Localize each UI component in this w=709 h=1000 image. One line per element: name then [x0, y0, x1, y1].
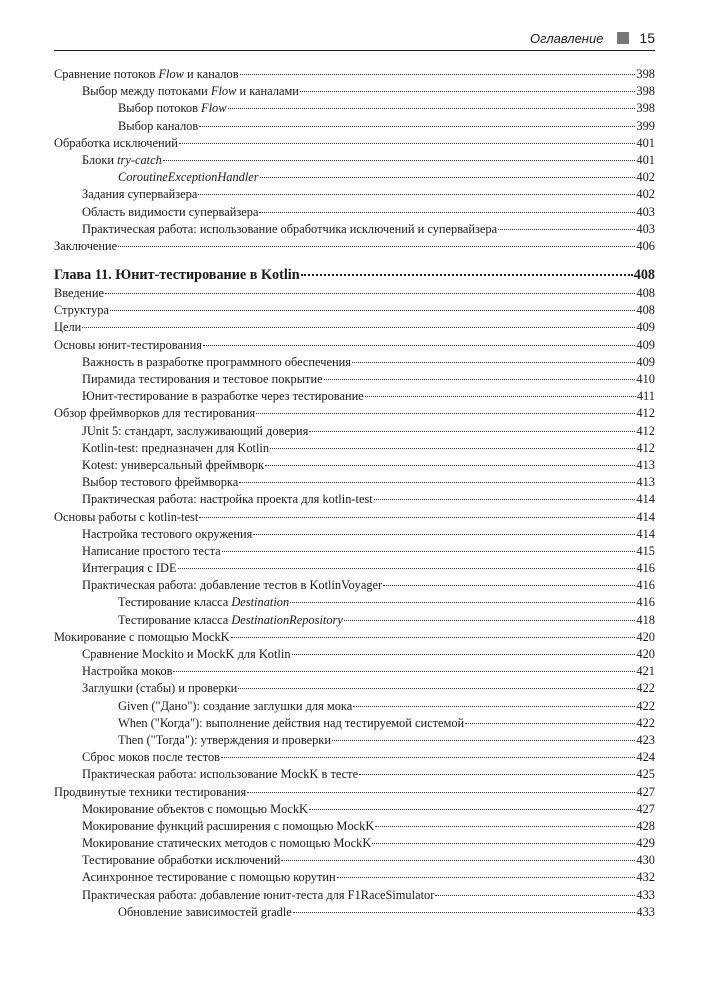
toc-page-number: 423: [636, 732, 655, 747]
toc-page-number: 410: [636, 372, 655, 386]
toc-entry-title: [82, 680, 237, 697]
toc-title-text: Kotlin-test: предназначен для Kotlin: [82, 440, 270, 455]
toc-entry-title: [82, 663, 172, 680]
toc-entry-title: [118, 118, 198, 135]
toc-title-text: Kotest: универсальный фреймворк: [82, 457, 264, 472]
toc-leader-dots: [221, 757, 635, 758]
toc-entry: [54, 646, 655, 663]
toc-leader-dots: [281, 860, 635, 861]
toc-title-text: Асинхронное тестирование с помощью корутин: [82, 870, 336, 885]
toc-page-number: 412: [636, 406, 655, 421]
toc-page-number: 416: [636, 595, 655, 610]
toc-entry-title: [54, 784, 246, 801]
toc-page-number: 402: [636, 170, 655, 185]
toc-page-number: 414: [636, 509, 655, 524]
toc-leader-dots: [374, 499, 636, 500]
toc-leader-dots: [199, 126, 635, 127]
toc-page-number: 427: [636, 784, 655, 799]
toc-entry-title: [82, 440, 269, 457]
toc-entry-title: [54, 66, 239, 83]
toc-entry-title: [82, 204, 258, 221]
toc-entry-title: [82, 152, 162, 169]
toc-entry: [54, 457, 655, 474]
toc-entry-title: [82, 852, 280, 869]
toc-entry: [54, 904, 655, 921]
toc-leader-dots: [260, 177, 636, 178]
toc-entry: [54, 577, 655, 594]
toc-entry: [54, 238, 655, 255]
toc-entry-title: [54, 302, 109, 319]
table-of-contents: [54, 66, 655, 921]
toc-entry-title: [118, 732, 331, 749]
toc-title-italic: Flow: [210, 84, 237, 99]
toc-title-text: Выбор каналов: [118, 118, 199, 133]
toc-entry-title: [118, 904, 292, 921]
toc-entry-title: [82, 354, 351, 371]
toc-entry: [54, 66, 655, 83]
toc-title-text: Написание простого теста: [82, 543, 221, 558]
toc-page-number: 418: [636, 612, 655, 627]
toc-page-number: 430: [636, 853, 655, 868]
toc-entry: [54, 337, 655, 354]
toc-title-text: Практическая работа: добавление тестов в KotlinVoyager: [82, 578, 383, 593]
toc-entry: [54, 663, 655, 680]
toc-entry-title: [82, 577, 382, 594]
toc-entry: [54, 423, 655, 440]
toc-entry-title: [82, 801, 308, 818]
toc-page-number: 406: [636, 238, 655, 253]
toc-leader-dots: [465, 723, 635, 724]
toc-leader-dots: [353, 706, 635, 707]
toc-entry-title: [118, 612, 343, 629]
toc-leader-dots: [82, 327, 635, 328]
toc-entry-title: [82, 474, 238, 491]
toc-title-text: Пирамида тестирования и тестовое покрытие: [82, 372, 323, 386]
toc-entry: [54, 474, 655, 491]
toc-entry: [54, 152, 655, 169]
toc-title-text: Сброс моков после тестов: [82, 750, 221, 765]
toc-entry: [54, 801, 655, 818]
toc-entry-title: [54, 509, 198, 526]
toc-entry: [54, 698, 655, 715]
toc-title-text: Выбор тестового фреймворка: [82, 475, 239, 490]
toc-entry-title: [82, 371, 323, 388]
toc-leader-dots: [222, 551, 636, 552]
toc-entry-title: [82, 388, 364, 405]
toc-title-text: Обработка исключений: [54, 135, 178, 150]
toc-title-text: Заключение: [54, 238, 118, 253]
toc-title-text: JUnit 5: стандарт, заслуживающий доверия: [82, 423, 309, 438]
toc-leader-dots: [256, 413, 635, 414]
toc-page-number: 401: [636, 152, 655, 167]
toc-entry: [54, 285, 655, 302]
toc-page-number: 432: [636, 870, 655, 885]
toc-entry-title: [118, 169, 259, 186]
toc-title-text: Тестирование обработки исключений: [82, 853, 281, 868]
toc-page-number: 398: [636, 67, 655, 81]
toc-entry-title: [54, 629, 230, 646]
toc-title-italic: Destination: [231, 595, 290, 610]
toc-entry: [54, 887, 655, 904]
toc-title-text: When ("Когда"): выполнение действия над тестируемой системой: [118, 715, 465, 730]
toc-entry: [54, 680, 655, 697]
toc-entry-title: [82, 749, 220, 766]
toc-title-text: Мокирование функций расширения с помощью MockK: [82, 818, 375, 833]
toc-page-number: 422: [636, 681, 655, 696]
toc-entry: [54, 509, 655, 526]
toc-title-text: Интеграция с IDE: [82, 561, 177, 576]
toc-entry: [54, 302, 655, 319]
toc-page-number: 399: [636, 118, 655, 133]
toc-page-number: 413: [636, 457, 655, 472]
toc-leader-dots: [372, 843, 635, 844]
toc-entry: [54, 732, 655, 749]
header-square-icon: [617, 32, 629, 44]
toc-entry-title: [82, 646, 291, 663]
toc-leader-dots: [309, 809, 635, 810]
toc-leader-dots: [270, 448, 635, 449]
toc-leader-dots: [301, 274, 633, 276]
toc-page-number: 409: [636, 337, 655, 352]
toc-leader-dots: [203, 345, 635, 346]
toc-entry-title: [82, 423, 308, 440]
toc-title-text: Настройка моков: [82, 664, 173, 679]
toc-title-text: Блоки: [82, 152, 118, 167]
toc-title-text: Мокирование с помощью MockK: [54, 629, 230, 644]
toc-title-text: Тестирование класса: [118, 612, 232, 627]
toc-leader-dots: [178, 568, 636, 569]
toc-leader-dots: [365, 396, 636, 397]
toc-entry: [54, 371, 655, 388]
toc-chapter-entry: [54, 265, 655, 285]
toc-entry: [54, 560, 655, 577]
toc-entry: [54, 766, 655, 783]
toc-entry: [54, 100, 655, 117]
toc-page-number: 429: [636, 836, 655, 851]
toc-page-number: 408: [636, 303, 655, 318]
toc-entry: [54, 715, 655, 732]
toc-page-number: 398: [636, 101, 655, 116]
toc-entry: [54, 543, 655, 560]
toc-title-text: Тестирование класса: [118, 595, 232, 610]
running-header: [54, 28, 655, 51]
toc-entry-title: [54, 238, 117, 255]
toc-entry: [54, 612, 655, 629]
toc-leader-dots: [293, 912, 636, 913]
toc-entry-title: [54, 319, 81, 336]
toc-leader-dots: [375, 826, 635, 827]
toc-page-number: 409: [636, 354, 655, 369]
toc-title-text: Введение: [54, 286, 104, 301]
toc-title-text: Заглушки (стабы) и проверки: [82, 681, 238, 696]
toc-entry-title: [118, 698, 352, 715]
toc-leader-dots: [359, 774, 635, 775]
toc-leader-dots: [247, 792, 635, 793]
toc-page-number: 420: [636, 647, 655, 661]
toc-title-text: Мокирование объектов с помощью MockK: [82, 801, 308, 816]
toc-page-number: 421: [636, 664, 655, 679]
toc-entry-title: [118, 715, 464, 732]
toc-title-italic: DestinationRepository: [231, 612, 343, 627]
toc-entry: [54, 818, 655, 835]
header-title: Оглавление: [529, 30, 604, 46]
toc-title-text: Задания супервайзера: [82, 187, 198, 202]
toc-entry: [54, 835, 655, 852]
toc-entry-title: [82, 835, 371, 852]
toc-page-number: 427: [636, 801, 655, 816]
toc-entry: [54, 354, 655, 371]
toc-leader-dots: [332, 740, 635, 741]
toc-page-number: 413: [636, 475, 655, 490]
toc-leader-dots: [337, 877, 636, 878]
toc-entry: [54, 629, 655, 646]
toc-leader-dots: [253, 534, 635, 535]
toc-title-text: Мокирование статических методов с помощью MockK: [82, 836, 372, 851]
toc-page-number: 433: [636, 904, 655, 919]
toc-leader-dots: [498, 229, 635, 230]
toc-entry: [54, 869, 655, 886]
toc-entry-title: [54, 285, 104, 302]
toc-entry-title: [54, 135, 178, 152]
toc-page-number: 411: [636, 389, 655, 404]
toc-leader-dots: [105, 293, 635, 294]
toc-entry-title: [82, 818, 374, 835]
toc-leader-dots: [110, 310, 636, 311]
toc-title-text: Then ("Тогда"): утверждения и проверки: [118, 732, 331, 747]
toc-entry-title: [82, 543, 221, 560]
toc-entry: [54, 594, 655, 611]
toc-title-text: Основы работы с kotlin-test: [54, 509, 199, 524]
toc-page-number: 422: [636, 715, 655, 730]
toc-page-number: 416: [636, 578, 655, 593]
toc-entry: [54, 491, 655, 508]
toc-entry-title: [82, 83, 299, 100]
toc-page-number: 416: [636, 561, 655, 576]
toc-title-text: Практическая работа: использование обработчика исключений и супервайзера: [82, 221, 498, 236]
toc-title-italic: Flow: [158, 67, 184, 81]
toc-leader-dots: [300, 91, 635, 92]
toc-page-number: 409: [636, 320, 655, 335]
toc-entry: [54, 204, 655, 221]
toc-page-number: 422: [636, 698, 655, 713]
toc-title-text: Практическая работа: использование MockK в тесте: [82, 767, 359, 782]
toc-title-text: Практическая работа: добавление юнит-теста для F1RaceSimulator: [82, 887, 435, 902]
toc-title-text: Основы юнит-тестирования: [54, 337, 202, 352]
toc-entry-title: [82, 186, 197, 203]
toc-entry: [54, 186, 655, 203]
toc-entry-title: [82, 457, 264, 474]
toc-page-number: 425: [636, 767, 655, 782]
toc-title-italic: CoroutineExceptionHandler: [118, 170, 259, 185]
toc-page-number: 415: [636, 543, 655, 558]
toc-title-text: и каналами: [236, 84, 299, 99]
toc-entry-title: [118, 100, 227, 117]
toc-title-text: Given ("Дано"): создание заглушки для мока: [118, 698, 353, 713]
toc-entry-title: [82, 766, 358, 783]
toc-leader-dots: [179, 143, 636, 144]
toc-entry: [54, 169, 655, 186]
toc-title-text: Сравнение потоков: [54, 67, 159, 81]
toc-page-number: 412: [636, 423, 655, 438]
toc-page-number: 433: [636, 887, 655, 902]
toc-leader-dots: [231, 637, 636, 638]
header-page-number: 15: [639, 30, 655, 46]
toc-entry-title: [82, 491, 373, 508]
toc-page-number: 424: [636, 750, 655, 765]
toc-page-number: 428: [636, 818, 655, 833]
toc-title-text: Сравнение Mockito и MockK для Kotlin: [82, 647, 291, 661]
toc-entry: [54, 749, 655, 766]
toc-title-text: Настройка тестового окружения: [82, 526, 253, 541]
toc-leader-dots: [324, 379, 636, 380]
toc-leader-dots: [344, 620, 636, 621]
toc-leader-dots: [118, 246, 635, 247]
toc-title-text: Цели: [54, 320, 82, 335]
toc-entry: [54, 852, 655, 869]
toc-entry-title: [82, 560, 177, 577]
toc-entry: [54, 388, 655, 405]
toc-title-text: Продвинутые техники тестирования: [54, 784, 247, 799]
toc-entry: [54, 405, 655, 422]
toc-leader-dots: [383, 585, 635, 586]
toc-entry-title: [54, 405, 255, 422]
toc-leader-dots: [228, 108, 636, 109]
toc-title-text: Обзор фреймворков для тестирования: [54, 406, 256, 421]
toc-page-number: 414: [636, 526, 655, 541]
toc-page-number: 408: [636, 286, 655, 301]
toc-leader-dots: [259, 212, 635, 213]
toc-entry-title: [54, 265, 300, 285]
toc-title-text: Обновление зависимостей gradle: [118, 904, 292, 919]
toc-page-number: 398: [636, 84, 655, 99]
toc-page-number: 420: [636, 629, 655, 644]
toc-title-text: Юнит-тестирование в разработке через тестирование: [82, 389, 364, 404]
toc-leader-dots: [238, 688, 635, 689]
toc-page-number: 412: [636, 440, 655, 455]
toc-page-number: 403: [636, 204, 655, 219]
toc-leader-dots: [265, 465, 635, 466]
toc-leader-dots: [309, 431, 635, 432]
toc-entry-title: [54, 337, 202, 354]
toc-leader-dots: [199, 517, 635, 518]
toc-leader-dots: [290, 602, 635, 603]
toc-entry-title: [82, 869, 336, 886]
toc-entry-title: [82, 526, 252, 543]
toc-leader-dots: [173, 671, 635, 672]
toc-leader-dots: [240, 74, 636, 75]
toc-title-text: Глава 11. Юнит-тестирование в Kotlin: [54, 267, 300, 284]
toc-leader-dots: [352, 362, 635, 363]
toc-title-text: Выбор потоков: [118, 101, 202, 116]
toc-leader-dots: [198, 194, 635, 195]
toc-entry-title: [82, 221, 497, 238]
toc-page-number: 403: [636, 221, 655, 236]
toc-leader-dots: [163, 160, 636, 161]
toc-page-number: 414: [636, 492, 655, 507]
toc-page-number: 401: [636, 135, 655, 150]
toc-title-text: Выбор между потоками: [82, 84, 211, 99]
toc-title-text: Область видимости супервайзера: [82, 204, 259, 219]
toc-entry: [54, 440, 655, 457]
toc-page-number: 408: [633, 267, 655, 284]
toc-leader-dots: [435, 895, 635, 896]
toc-leader-dots: [239, 482, 635, 483]
toc-entry: [54, 221, 655, 238]
toc-entry: [54, 135, 655, 152]
toc-title-italic: try-catch: [117, 152, 162, 167]
toc-leader-dots: [292, 654, 636, 655]
toc-title-italic: Flow: [201, 101, 227, 116]
toc-entry: [54, 83, 655, 100]
toc-entry: [54, 526, 655, 543]
toc-entry: [54, 118, 655, 135]
toc-entry-title: [118, 594, 289, 611]
toc-entry-title: [82, 887, 434, 904]
toc-title-text: Важность в разработке программного обеспечения: [82, 354, 351, 369]
toc-entry: [54, 784, 655, 801]
toc-title-text: и каналов: [183, 67, 239, 81]
toc-entry: [54, 319, 655, 336]
toc-title-text: Структура: [54, 303, 109, 318]
toc-title-text: Практическая работа: настройка проекта для kotlin-test: [82, 492, 373, 507]
toc-page-number: 402: [636, 187, 655, 202]
